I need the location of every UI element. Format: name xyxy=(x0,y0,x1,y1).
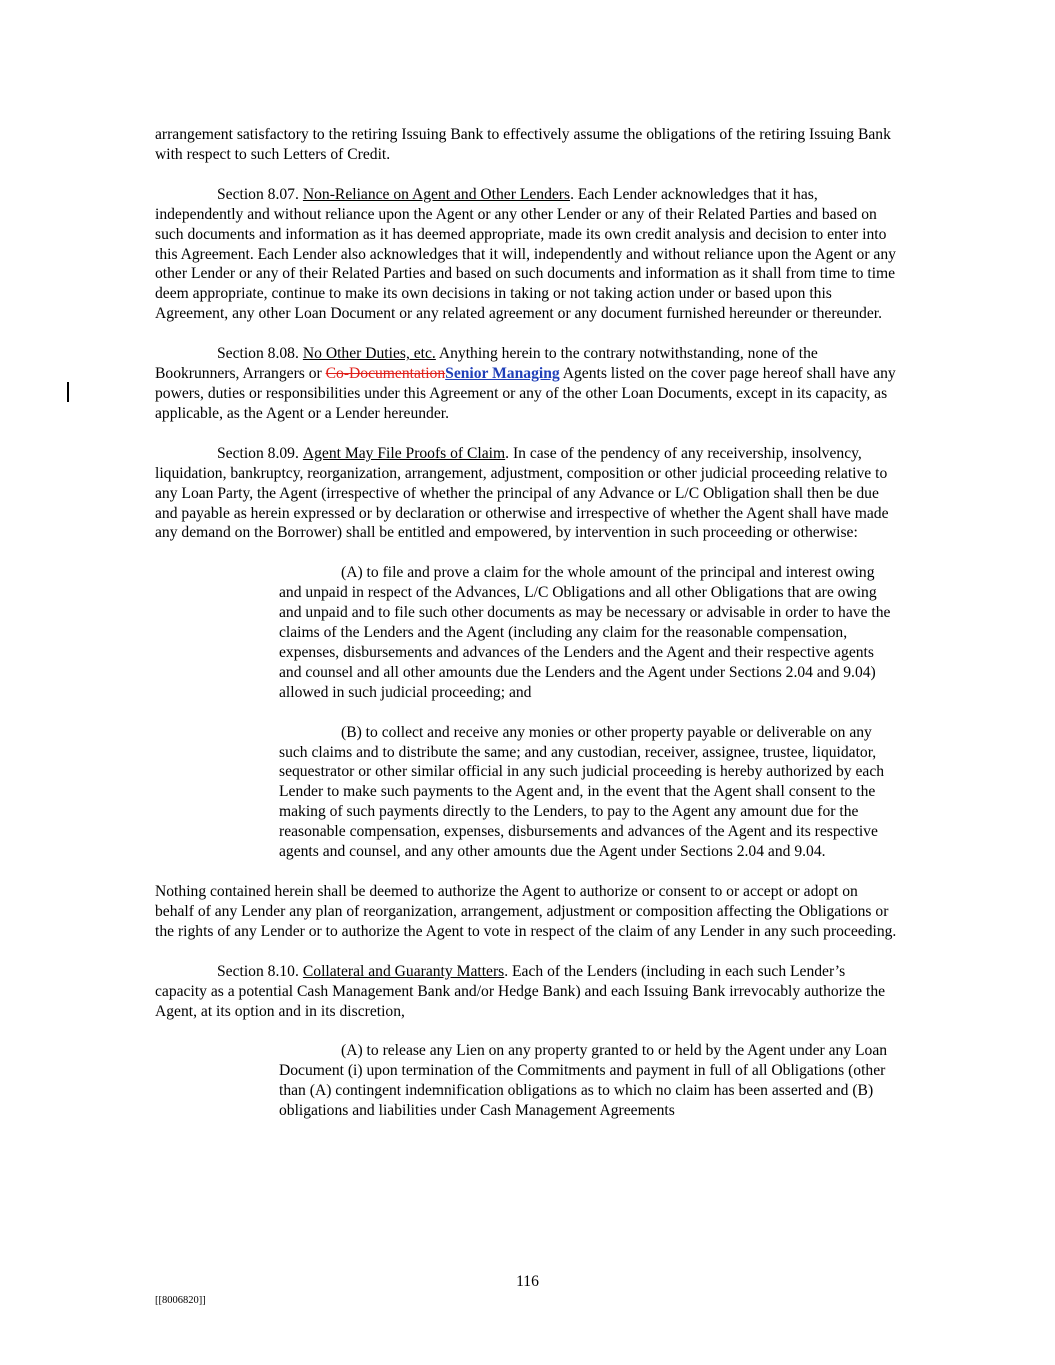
section-body: Anything herein to the contrary notwithstanding, none of the Bookrunners, Arrangers or xyxy=(155,345,818,383)
section-body: . In case of the pendency of any receivership, insolvency, liquidation, bankruptcy, reorganization, arrangement, adjustment, composition or other judicial proceeding relative to any Loan Party, the Agent (irrespective of whether the principal of any Advance or L/C Obligation shall then be due and payable as herein expressed or by declaration or otherwise and irrespective of whether the Agent shall have made any demand on the Borrower) shall be entitled and empowered, by intervention in such proceeding or otherwise: xyxy=(155,444,889,542)
section-8-07 xyxy=(155,185,900,324)
document-id: [[8006820]] xyxy=(155,1295,206,1306)
section-number: Section 8.07. xyxy=(217,185,299,203)
clause-a: (A) to file and prove a claim for the whole amount of the principal and interest owing and unpaid in respect of the Advances, L/C Obligations and all other Obligations that are owing and unpaid and to file such other documents as may be necessary or advisable in order to have the claims of the Lenders and the Agent (including any claim for the reasonable compensation, expenses, disbursements and advances of the Lenders and the Agent and their respective agents and counsel and all other amounts due the Lenders and the Agent under Sections 2.04 and 9.04) allowed in such judicial proceeding; and xyxy=(279,564,891,701)
clause-a: (A) to release any Lien on any property granted to or held by the Agent under any Loan Document (i) upon termination of the Commitments and payment in full of all Obligations (other than (A) contingent indemnification obligations as to which no claim has been asserted and (B) obligations and liabilities under Cash Management Agreements xyxy=(279,1042,888,1120)
section-title: Collateral and Guaranty Matters xyxy=(302,962,505,980)
deleted-text: Co-Documentation xyxy=(325,365,446,383)
section-title: Agent May File Proofs of Claim xyxy=(302,444,506,462)
document-body xyxy=(155,125,900,1141)
closing-paragraph: Nothing contained herein shall be deemed to authorize the Agent to authorize or consent to or accept or adopt on behalf of any Lender any plan of reorganization, arrangement, adjustment or composition affecting the Obligations or the rights of any Lender or to authorize the Agent to vote in respect of the claim of any Lender in any such proceeding. xyxy=(155,883,897,940)
clause-b: (B) to collect and receive any monies or other property payable or deliverable on any such claims and to distribute the same; and any custodian, receiver, assignee, trustee, liquidator, sequestrator or other similar official in any such judicial proceeding is hereby authorized by each Lender to make such payments to the Agent and, in the event that the Agent shall consent to the making of such payments directly to the Lenders, to pay to the Agent any amount due for the reasonable compensation, expenses, disbursements and advances of the Agent and its respective agents and counsel, and any other amounts due the Agent under Sections 2.04 and 9.04. xyxy=(279,723,885,861)
section-body: . Each of the Lenders (including in each such Lender’s capacity as a potential Cash Management Bank and/or Hedge Bank) and each Issuing Bank irrevocably authorize the Agent, at its option and in its discretion, xyxy=(155,962,886,1020)
section-8-10 xyxy=(155,962,900,1022)
page-number: 116 xyxy=(516,1273,539,1290)
section-body-continued: Agents listed on the cover page hereof shall have any powers, duties or responsibilities under this Agreement or any of the other Loan Documents, except in its capacity, as applicable, as the Agent or a Lender hereunder. xyxy=(155,365,896,422)
section-8-09 xyxy=(155,444,900,544)
section-title: No Other Duties, etc. xyxy=(302,345,436,363)
section-title: Non-Reliance on Agent and Other Lenders xyxy=(302,185,571,203)
section-8-08 xyxy=(155,344,900,424)
inserted-text: Senior Managing xyxy=(445,365,560,383)
section-number: Section 8.09. xyxy=(217,444,299,462)
intro-paragraph: arrangement satisfactory to the retiring Issuing Bank to effectively assume the obligations of the retiring Issuing Bank with respect to such Letters of Credit. xyxy=(155,126,891,163)
change-bar xyxy=(67,382,69,402)
section-number: Section 8.08. xyxy=(217,345,299,363)
section-number: Section 8.10. xyxy=(217,962,299,980)
section-body: . Each Lender acknowledges that it has, independently and without reliance upon the Agent or any other Lender or any of their Related Parties and based on such documents and information as it has deemed appropriate, made its own credit analysis and decision to enter into this Agreement. Each Lender also acknowledges that it will, independently and without reliance upon the Agent or any other Lender or any of their Related Parties and based on such documents and information as it shall from time to time deem appropriate, continue to make its own decisions in taking or not taking action under or based upon this Agreement, any other Loan Document or any related agreement or any document furnished hereunder or thereunder. xyxy=(155,185,896,323)
